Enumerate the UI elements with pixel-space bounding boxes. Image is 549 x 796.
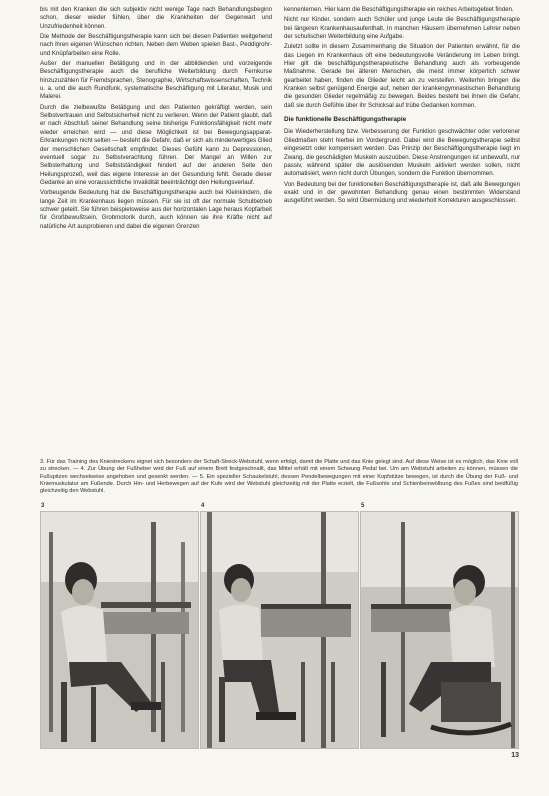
paragraph: kennenlernen. Hier kann die Beschäftigungstherapie ein reiches Arbeitsgebiet finden. (284, 6, 514, 13)
paragraph: Nicht nur Kinder, sondern auch Schüler und junge Leute die Beschäftigungstherapie bei längeren Krankenhausaufenthalt. In manchen Häusern übernehmen Lehrer neben der schulischen Weiterbildung eine Aufgabe. (284, 16, 520, 41)
paragraph: Außer der manuellen Betätigung und in der abbildenden und vorzeigende Beschäftigungstherapie auch die berufliche Weiterbildung durch Fernkurse hinzuzuzählen für Fremdsprachen, Stenographie, Wirtschaftswissenschaften, Technik u. a. und die auch Rundfunk, systematische Beschäftigung mit Literatur, Musik und Malerei. (40, 60, 272, 101)
paragraph: Durch die zielbewußte Betätigung und den Patienten gekräftigt werden, sein Selbstvertrauen und Selbstsicherheit nicht zu verlieren. Wenn der Patient glaubt, daß er nach Abschluß seiner Behandlung seine bisherige Funktionsfähigkeit nicht mehr wieder erreichen wird — und diese Möglichkeit ist bei Bewegungsapparat-Erkrankungen nicht selten — besteht die Gefahr, daß er sich als minderwertiges Glied der menschlichen Gesellschaft empfindet. Dieses Gefühl kann zu Depressionen, eventuell sogar zu Selbstverachtung führen. Der Mangel an Willen zur Selbsterhaltung und Selbstständigkeit hindert auf der anderen Seite den Heilungsprozeß, weil das eigene Interesse an der Gesundung fehlt. Gerade dieser Gedanke an eine voraussichtliche Invalidität beeinträchtigt den Heilungsverlauf. (40, 103, 272, 186)
text-column-left (40, 6, 272, 233)
photo-patient-loom-foot-training (200, 511, 359, 749)
photo-patient-rocking-chair-loom (360, 511, 519, 749)
figure-label-3: 3 (41, 503, 45, 509)
photo-patient-loom-knee-training (40, 511, 199, 749)
figure-caption: 3. Für das Training des Kniestreckens eignet sich besonders der Schaft-Streck-Webstuhl, wenn erfolgt, damit die Platte und das Knie gelegt sind. Auf diese Weise ist es möglich, das Knie voll zu strecken. — 4. Zur Übung der Fußheber wird der Fuß auf einem Brett festgeschnallt, das Mittel erhält mit einem Schwung Pedal bei. Um am Webstuhl arbeiten zu können, müssen die Fußspitzen wechselweise angehoben und gesenkt werden. — 5. Ein spezieller Schaukelstuhl, dessen Pendelbewegungen mit einer Kopfstütze bewegen, ist durch die Übung der Fuß- und Kniemuskulatur am Fußende. Durch Hin- und Herbewegen auf der Kufe wird der Webstuhl gleichzeitig mit der Platte erzielt, die Fußsohle und Schienbeinwölbung des Fußes sind beidfüßig gleichzeitig den Webstuhl. (40, 459, 518, 495)
paragraph: Die Wiederherstellung bzw. Verbesserung der Funktion geschwächter oder verlorener Gliedmaßen steht hierbei im Vordergrund. Dabei wird die Bewegungstherapie selbst eingesetzt oder kompensiert werden. Das Prinzip der Beschäftigungstherapie liegt im Zwang, die geschädigten Muskeln auszuüben. Diese Anstrengungen ist unbewußt, nur passiv, während später die auslösenden Muskeln aktiviert werden sollen, nicht automatisiert, wenn nicht durch Übungen, sondern die Funktion übernommen. (284, 128, 520, 178)
paragraph: Von Bedeutung bei der funktionellen Beschäftigungstherapie ist, daß alle Bewegungen exakt und in der gewohnten Behandlung genau einen bestimmten Widerstand ausgeführt werden. So wird Übermüdung und wiederholt Korrekturen ausgeschlossen. (284, 180, 520, 205)
paragraph: Vorbeugende Bedeutung hat die Beschäftigungstherapie auch bei Kleinkindern, die lange Zeit im Krankenhaus liegen müssen. Für sie ist oft der normale Schulbetrieb schwer geteilt. Sie führen beispielsweise aus der horizontalen Lage heraus Kopfarbeit für Großbewußtsein, Grobmotorik durch, auch können sie ihre Kräfte nicht auf natürliche Art ausprobieren und dabei die eigenen Grenzen (40, 189, 272, 230)
figure-label-4: 4 (201, 503, 205, 509)
page-number: 13 (511, 752, 519, 759)
figure-label-5: 5 (361, 503, 365, 509)
paragraph: Zuletzt sollte in diesem Zusammenhang die Situation der Patienten erwähnt, für die das Liegen im Krankenhaus oft eine bedeutungsvolle Veränderung im Leben bringt. Hier gilt die beschäftigungstherapeutische Behandlung auch als vorbeugende Maßnahme. Gerade bei älteren Menschen, die meist immer körperlich schwer gearbeitet haben, finden die Glieder leicht an zu versteifen. Weiterhin bringen die Kranken selbst genügend Energie auf, neben der krankengymnastischen Behandlung die gesunden Glieder regelmäßig zu bewegen. Beides besteht bei ihnen die Gefahr, daß sie durch Gefühle über ihr Schicksal auf trübe Gedanken kommen. (284, 43, 520, 109)
paragraph: bis mit den Kranken die sich subjektiv nicht wenige Tage nach Behandlungsbeginn schon, dieser wieder fühlen, über die Krankheiten der Gegenwart und Unzufriedenheit können. (40, 6, 272, 30)
section-heading: Die funktionelle Beschäftigungstherapie (284, 116, 407, 124)
text-column-right (284, 6, 520, 208)
paragraph: Die Methode der Beschäftigungstherapie kann sich bei diesen Patienten weitgehend nach ihren eigenen Wünschen richten. Neben dem Weben spielen Bast-, Peddigrohr- und Knüpfarbeiten eine Rolle. (40, 33, 272, 57)
